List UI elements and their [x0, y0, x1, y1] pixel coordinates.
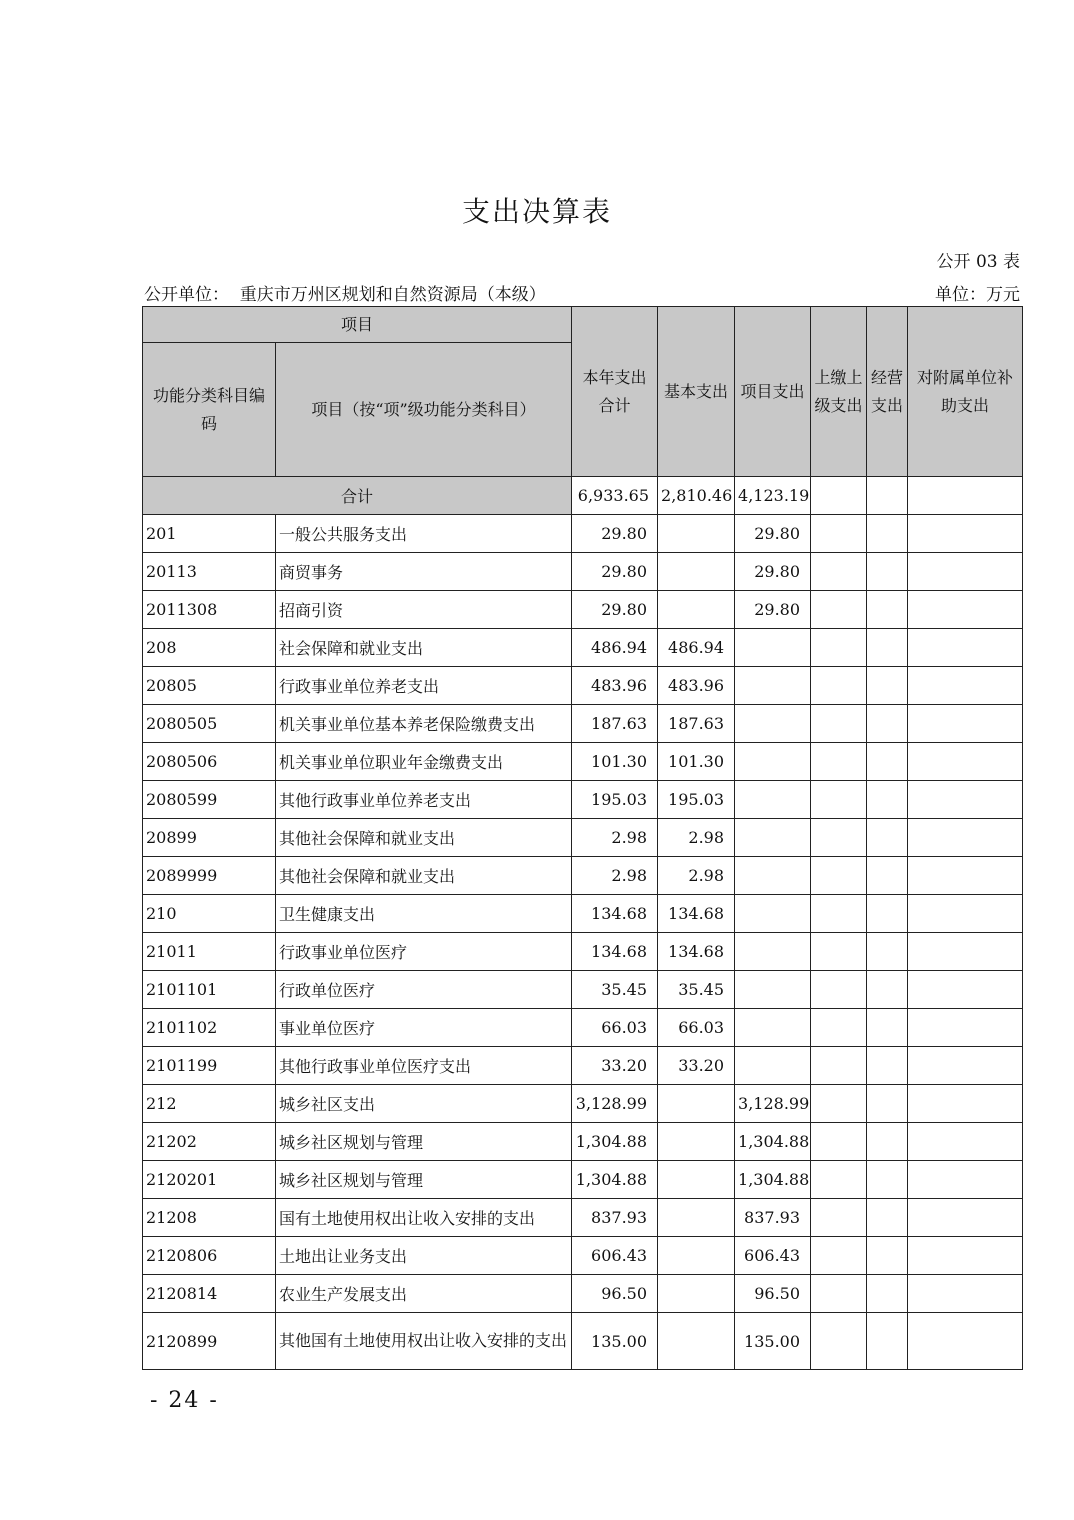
cell-basic: 195.03 — [658, 781, 735, 819]
cell-code: 2080505 — [143, 705, 276, 743]
cell-name: 城乡社区规划与管理 — [276, 1123, 572, 1161]
cell-name: 商贸事务 — [276, 553, 572, 591]
cell-name: 城乡社区规划与管理 — [276, 1161, 572, 1199]
table-row — [143, 1009, 1023, 1047]
cell-subsidy — [908, 1085, 1023, 1123]
cell-basic: 66.03 — [658, 1009, 735, 1047]
cell-business — [867, 705, 908, 743]
cell-code: 20805 — [143, 667, 276, 705]
cell-code: 20899 — [143, 819, 276, 857]
cell-total: 135.00 — [572, 1313, 658, 1370]
cell-upper — [811, 857, 867, 895]
cell-total: 134.68 — [572, 895, 658, 933]
page-number: - 24 - — [150, 1388, 219, 1413]
table-row — [143, 1275, 1023, 1313]
cell-upper — [811, 629, 867, 667]
page-title: 支出决算表 — [461, 195, 612, 228]
cell-upper — [811, 705, 867, 743]
header-name: 项目（按“项”级功能分类科目） — [276, 343, 572, 477]
cell-subsidy — [908, 857, 1023, 895]
cell-basic: 134.68 — [658, 933, 735, 971]
cell-basic — [658, 1123, 735, 1161]
cell-name: 其他行政事业单位养老支出 — [276, 781, 572, 819]
cell-upper — [811, 667, 867, 705]
total-label: 合计 — [143, 477, 572, 515]
cell-project: 29.80 — [735, 553, 811, 591]
table-row — [143, 819, 1023, 857]
cell-code: 208 — [143, 629, 276, 667]
cell-name: 机关事业单位职业年金缴费支出 — [276, 743, 572, 781]
cell-business — [867, 553, 908, 591]
cell-name: 其他社会保障和就业支出 — [276, 819, 572, 857]
cell-basic — [658, 553, 735, 591]
table-row — [143, 1161, 1023, 1199]
cell-project — [735, 781, 811, 819]
cell-total: 29.80 — [572, 515, 658, 553]
cell-name: 招商引资 — [276, 591, 572, 629]
cell-code: 201 — [143, 515, 276, 553]
cell-subsidy — [908, 1123, 1023, 1161]
cell-name: 土地出让业务支出 — [276, 1237, 572, 1275]
cell-business — [867, 933, 908, 971]
cell-total: 29.80 — [572, 553, 658, 591]
cell-upper — [811, 819, 867, 857]
cell-basic: 187.63 — [658, 705, 735, 743]
cell-upper — [811, 1047, 867, 1085]
cell-code: 21202 — [143, 1123, 276, 1161]
cell-total: 1,304.88 — [572, 1123, 658, 1161]
cell-upper — [811, 515, 867, 553]
cell-project — [735, 971, 811, 1009]
cell-name: 其他社会保障和就业支出 — [276, 857, 572, 895]
cell-subsidy — [908, 781, 1023, 819]
cell-project: 3,128.99 — [735, 1085, 811, 1123]
cell-project — [735, 1047, 811, 1085]
cell-name: 社会保障和就业支出 — [276, 629, 572, 667]
cell-project — [735, 857, 811, 895]
cell-total: 101.30 — [572, 743, 658, 781]
cell-name: 行政事业单位养老支出 — [276, 667, 572, 705]
cell-code: 20113 — [143, 553, 276, 591]
cell-business — [867, 1085, 908, 1123]
cell-business — [867, 1313, 908, 1370]
cell-total: 837.93 — [572, 1199, 658, 1237]
cell-code: 2080506 — [143, 743, 276, 781]
cell-code: 21011 — [143, 933, 276, 971]
cell-name: 农业生产发展支出 — [276, 1275, 572, 1313]
cell-project: 135.00 — [735, 1313, 811, 1370]
header-business: 经营支出 — [867, 307, 908, 477]
table-row — [143, 1313, 1023, 1370]
cell-basic: 486.94 — [658, 629, 735, 667]
cell-code: 2120899 — [143, 1313, 276, 1370]
total-business — [867, 477, 908, 515]
cell-subsidy — [908, 1009, 1023, 1047]
cell-subsidy — [908, 1047, 1023, 1085]
table-row — [143, 1123, 1023, 1161]
cell-business — [867, 591, 908, 629]
cell-code: 2101199 — [143, 1047, 276, 1085]
cell-business — [867, 857, 908, 895]
cell-subsidy — [908, 629, 1023, 667]
cell-business — [867, 1123, 908, 1161]
cell-basic: 101.30 — [658, 743, 735, 781]
cell-upper — [811, 971, 867, 1009]
cell-name: 一般公共服务支出 — [276, 515, 572, 553]
cell-code: 2101101 — [143, 971, 276, 1009]
cell-upper — [811, 933, 867, 971]
cell-project — [735, 933, 811, 971]
cell-upper — [811, 1237, 867, 1275]
cell-subsidy — [908, 819, 1023, 857]
total-row — [143, 477, 1023, 515]
cell-code: 2080599 — [143, 781, 276, 819]
cell-total: 606.43 — [572, 1237, 658, 1275]
cell-upper — [811, 743, 867, 781]
total-project: 4,123.19 — [735, 477, 811, 515]
table-row — [143, 591, 1023, 629]
header-project: 项目支出 — [735, 307, 811, 477]
cell-subsidy — [908, 933, 1023, 971]
cell-business — [867, 1161, 908, 1199]
cell-upper — [811, 1123, 867, 1161]
table-row — [143, 667, 1023, 705]
cell-code: 210 — [143, 895, 276, 933]
cell-upper — [811, 591, 867, 629]
cell-upper — [811, 1085, 867, 1123]
cell-code: 2089999 — [143, 857, 276, 895]
cell-code: 21208 — [143, 1199, 276, 1237]
cell-total: 483.96 — [572, 667, 658, 705]
cell-upper — [811, 553, 867, 591]
cell-subsidy — [908, 971, 1023, 1009]
cell-subsidy — [908, 667, 1023, 705]
cell-total: 3,128.99 — [572, 1085, 658, 1123]
cell-subsidy — [908, 1237, 1023, 1275]
cell-name: 行政单位医疗 — [276, 971, 572, 1009]
cell-project: 96.50 — [735, 1275, 811, 1313]
cell-upper — [811, 1009, 867, 1047]
cell-total: 29.80 — [572, 591, 658, 629]
expenditure-table — [142, 306, 1023, 1370]
cell-name: 机关事业单位基本养老保险缴费支出 — [276, 705, 572, 743]
cell-business — [867, 819, 908, 857]
cell-total: 33.20 — [572, 1047, 658, 1085]
cell-name: 国有土地使用权出让收入安排的支出 — [276, 1199, 572, 1237]
reporting-unit: 公开单位： 重庆市万州区规划和自然资源局（本级） — [144, 285, 546, 305]
cell-business — [867, 1275, 908, 1313]
cell-business — [867, 629, 908, 667]
cell-code: 2101102 — [143, 1009, 276, 1047]
cell-upper — [811, 1199, 867, 1237]
cell-subsidy — [908, 553, 1023, 591]
cell-project — [735, 1009, 811, 1047]
cell-upper — [811, 1313, 867, 1370]
cell-project: 1,304.88 — [735, 1161, 811, 1199]
cell-business — [867, 1047, 908, 1085]
total-basic: 2,810.46 — [658, 477, 735, 515]
cell-project — [735, 895, 811, 933]
cell-name: 城乡社区支出 — [276, 1085, 572, 1123]
table-row — [143, 743, 1023, 781]
cell-business — [867, 515, 908, 553]
cell-project: 1,304.88 — [735, 1123, 811, 1161]
header-code: 功能分类科目编码 — [143, 343, 276, 477]
cell-project — [735, 705, 811, 743]
header-upper: 上缴上级支出 — [811, 307, 867, 477]
cell-basic: 483.96 — [658, 667, 735, 705]
cell-business — [867, 781, 908, 819]
cell-basic — [658, 1161, 735, 1199]
cell-basic: 2.98 — [658, 857, 735, 895]
cell-basic — [658, 591, 735, 629]
table-row — [143, 781, 1023, 819]
cell-basic: 134.68 — [658, 895, 735, 933]
cell-total: 1,304.88 — [572, 1161, 658, 1199]
header-subsidy: 对附属单位补助支出 — [908, 307, 1023, 477]
cell-project — [735, 629, 811, 667]
cell-total: 486.94 — [572, 629, 658, 667]
total-amount: 6,933.65 — [572, 477, 658, 515]
currency-unit: 单位：万元 — [935, 285, 1020, 305]
cell-business — [867, 971, 908, 1009]
cell-code: 212 — [143, 1085, 276, 1123]
cell-basic: 33.20 — [658, 1047, 735, 1085]
cell-project: 606.43 — [735, 1237, 811, 1275]
cell-subsidy — [908, 1199, 1023, 1237]
cell-subsidy — [908, 591, 1023, 629]
header-basic: 基本支出 — [658, 307, 735, 477]
cell-total: 96.50 — [572, 1275, 658, 1313]
cell-basic — [658, 1237, 735, 1275]
cell-name: 事业单位医疗 — [276, 1009, 572, 1047]
table-row — [143, 515, 1023, 553]
cell-upper — [811, 1161, 867, 1199]
cell-project — [735, 819, 811, 857]
cell-business — [867, 667, 908, 705]
cell-basic — [658, 1313, 735, 1370]
cell-business — [867, 743, 908, 781]
cell-total: 187.63 — [572, 705, 658, 743]
cell-upper — [811, 781, 867, 819]
cell-business — [867, 1199, 908, 1237]
cell-total: 66.03 — [572, 1009, 658, 1047]
cell-basic: 35.45 — [658, 971, 735, 1009]
cell-subsidy — [908, 895, 1023, 933]
table-row — [143, 1237, 1023, 1275]
cell-upper — [811, 895, 867, 933]
table-row — [143, 971, 1023, 1009]
cell-name: 卫生健康支出 — [276, 895, 572, 933]
cell-code: 2011308 — [143, 591, 276, 629]
cell-business — [867, 1237, 908, 1275]
total-upper — [811, 477, 867, 515]
cell-total: 2.98 — [572, 857, 658, 895]
table-row — [143, 629, 1023, 667]
table-row — [143, 895, 1023, 933]
table-row — [143, 705, 1023, 743]
cell-subsidy — [908, 743, 1023, 781]
cell-name: 其他国有土地使用权出让收入安排的支出 — [276, 1313, 572, 1370]
cell-basic: 2.98 — [658, 819, 735, 857]
cell-code: 2120806 — [143, 1237, 276, 1275]
cell-subsidy — [908, 705, 1023, 743]
cell-subsidy — [908, 515, 1023, 553]
cell-basic — [658, 1275, 735, 1313]
cell-subsidy — [908, 1161, 1023, 1199]
cell-code: 2120201 — [143, 1161, 276, 1199]
cell-subsidy — [908, 1275, 1023, 1313]
cell-total: 35.45 — [572, 971, 658, 1009]
table-row — [143, 1199, 1023, 1237]
cell-total: 2.98 — [572, 819, 658, 857]
cell-project — [735, 743, 811, 781]
cell-basic — [658, 1199, 735, 1237]
table-row — [143, 857, 1023, 895]
cell-subsidy — [908, 1313, 1023, 1370]
header-total: 本年支出合计 — [572, 307, 658, 477]
cell-upper — [811, 1275, 867, 1313]
total-subsidy — [908, 477, 1023, 515]
cell-name: 行政事业单位医疗 — [276, 933, 572, 971]
table-row — [143, 1047, 1023, 1085]
table-row — [143, 553, 1023, 591]
cell-name: 其他行政事业单位医疗支出 — [276, 1047, 572, 1085]
cell-basic — [658, 515, 735, 553]
cell-total: 195.03 — [572, 781, 658, 819]
cell-project — [735, 667, 811, 705]
cell-code: 2120814 — [143, 1275, 276, 1313]
form-number: 公开 03 表 — [936, 252, 1020, 272]
cell-business — [867, 895, 908, 933]
cell-project: 29.80 — [735, 515, 811, 553]
header-item: 项目 — [143, 307, 572, 343]
table-row — [143, 1085, 1023, 1123]
cell-project: 29.80 — [735, 591, 811, 629]
cell-total: 134.68 — [572, 933, 658, 971]
table-row — [143, 933, 1023, 971]
cell-project: 837.93 — [735, 1199, 811, 1237]
cell-basic — [658, 1085, 735, 1123]
cell-business — [867, 1009, 908, 1047]
